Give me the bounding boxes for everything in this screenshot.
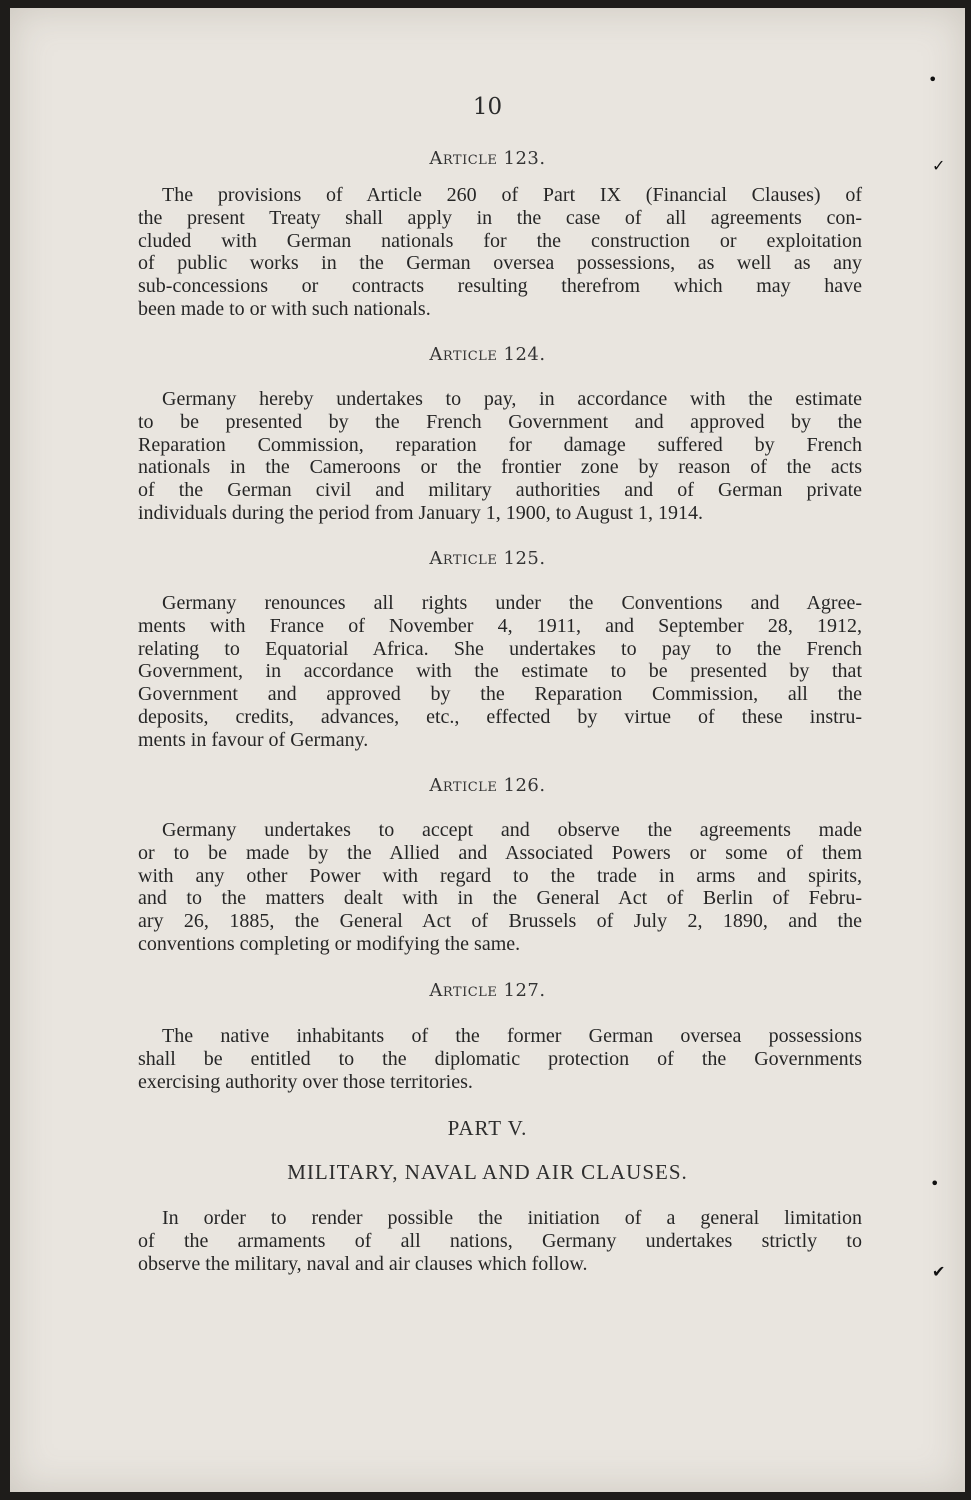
- part-title: PART V.: [447, 1116, 528, 1140]
- article-124-heading: Article 124.: [429, 344, 546, 365]
- text-line: or to be made by the Allied and Associated Powers or some of them: [138, 841, 862, 864]
- text-line: Germany undertakes to accept and observe the agreements made: [162, 819, 862, 841]
- text-line: the present Treaty shall apply in the case of all agreements con-: [138, 206, 862, 229]
- part-intro-text: [138, 1207, 862, 1275]
- text-line: observe the military, naval and air clauses which follow.: [138, 1252, 588, 1275]
- part-subtitle: MILITARY, NAVAL AND AIR CLAUSES.: [287, 1160, 688, 1184]
- text-line: relating to Equatorial Africa. She undertakes to pay to the French: [138, 637, 862, 660]
- text-line: Government and approved by the Reparation Commission, all the: [138, 683, 862, 706]
- text-line: of the armaments of all nations, Germany undertakes strictly to: [138, 1229, 862, 1252]
- text-line: Reparation Commission, reparation for damage suffered by French: [138, 433, 862, 456]
- text-line: with any other Power with regard to the trade in arms and spirits,: [138, 864, 862, 887]
- text-line: shall be entitled to the diplomatic protection of the Governments: [138, 1047, 862, 1070]
- article-127-text: [138, 1025, 862, 1093]
- text-line: exercising authority over those territories.: [138, 1070, 473, 1093]
- text-line: The native inhabitants of the former German oversea possessions: [162, 1025, 862, 1047]
- text-line: nationals in the Cameroons or the frontier zone by reason of the acts: [138, 456, 862, 479]
- text-line: ary 26, 1885, the General Act of Brussels of July 2, 1890, and the: [138, 910, 862, 933]
- text-line: and to the matters dealt with in the General Act of Berlin of Febru-: [138, 887, 862, 910]
- text-line: sub-concessions or contracts resulting therefrom which may have: [138, 275, 862, 298]
- text-line: of the German civil and military authorities and of German private: [138, 479, 862, 502]
- margin-mark: •: [930, 1174, 940, 1193]
- text-line: been made to or with such nationals.: [138, 297, 431, 320]
- text-line: individuals during the period from January 1, 1900, to August 1, 1914.: [138, 501, 703, 524]
- text-line: cluded with German nationals for the construction or exploitation: [138, 229, 862, 252]
- article-126-heading: Article 126.: [429, 775, 546, 796]
- text-line: to be presented by the French Government and approved by the: [138, 410, 862, 433]
- text-line: ments with France of November 4, 1911, and September 28, 1912,: [138, 614, 862, 637]
- margin-mark: ✔: [932, 1262, 946, 1281]
- article-123-text: [138, 184, 862, 321]
- text-line: The provisions of Article 260 of Part IX (Financial Clauses) of: [162, 184, 862, 206]
- article-123-heading: Article 123.: [429, 148, 546, 169]
- article-124-text: [138, 388, 862, 525]
- article-125-text: [138, 592, 862, 752]
- text-line: of public works in the German oversea possessions, as well as any: [138, 252, 862, 275]
- text-line: In order to render possible the initiation of a general limitation: [162, 1207, 862, 1229]
- margin-mark: •: [928, 70, 938, 89]
- article-125-heading: Article 125.: [429, 548, 546, 569]
- text-line: conventions completing or modifying the same.: [138, 932, 521, 955]
- page-number: 10: [472, 94, 503, 120]
- article-126-text: [138, 819, 862, 956]
- article-127-heading: Article 127.: [429, 980, 546, 1001]
- margin-mark: ✓: [932, 156, 946, 175]
- text-line: ments in favour of Germany.: [138, 728, 369, 751]
- text-line: Government, in accordance with the estimate to be presented by that: [138, 660, 862, 683]
- document-page: [10, 8, 965, 1492]
- text-line: deposits, credits, advances, etc., effected by virtue of these instru-: [138, 705, 862, 728]
- text-line: Germany hereby undertakes to pay, in accordance with the estimate: [162, 388, 862, 410]
- text-line: Germany renounces all rights under the Conventions and Agree-: [162, 592, 862, 614]
